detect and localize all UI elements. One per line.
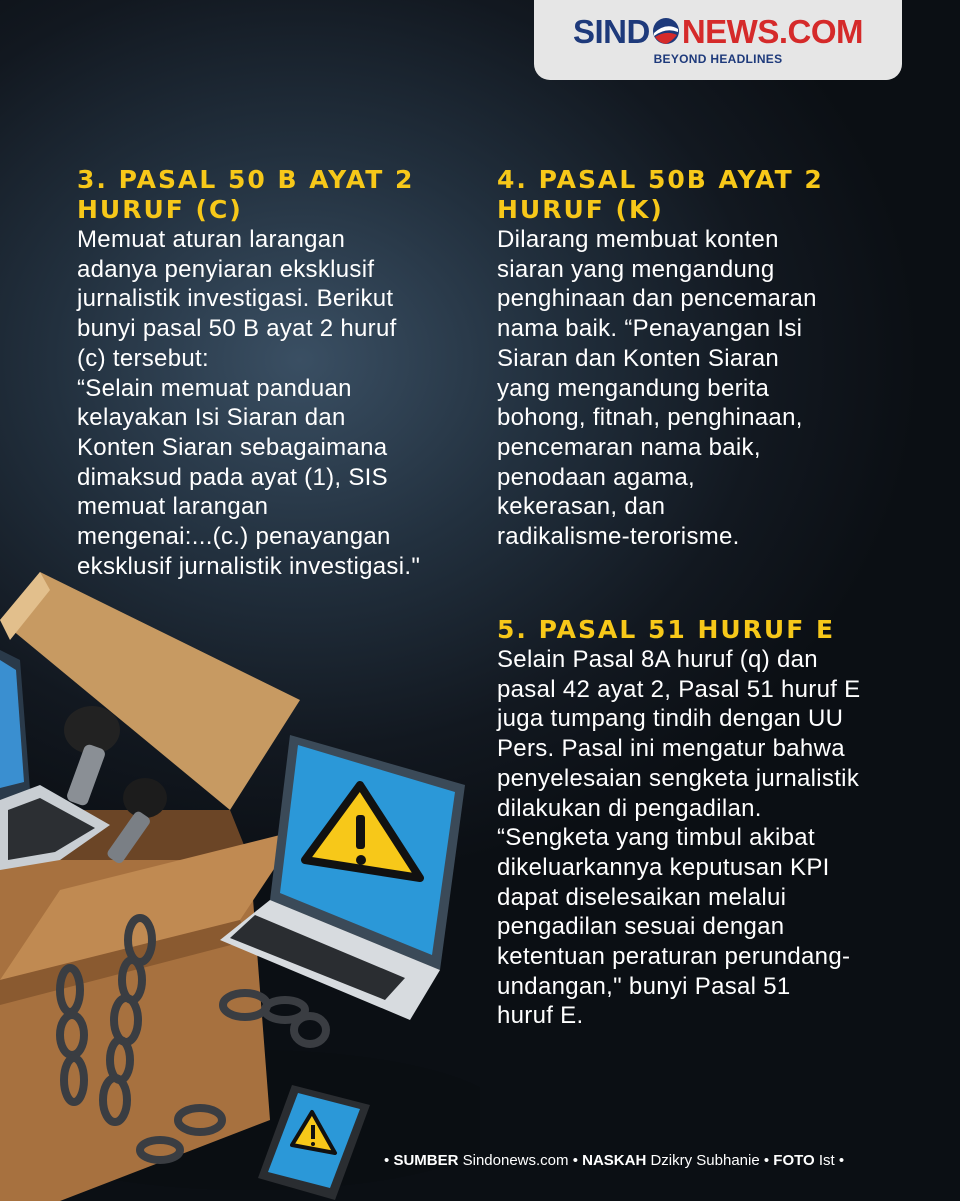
brand-wordmark-part2: NEWS.COM <box>681 12 863 50</box>
section-pasal-51-e <box>497 615 917 1031</box>
source-value: Sindonews.com <box>462 1152 569 1169</box>
section-body: Selain Pasal 8A huruf (q) dan pasal 42 ayat 2, Pasal 51 huruf E juga tumpang tindih dengan UU Pers. Pasal ini mengatur bahwa penyelesaian sengketa jurnalistik dilakukan di pengadilan. “Sengketa yang timbul akibat dikeluarkannya keputusan KPI dapat diselesaikan melalui pengadilan sesuai dengan ketentuan peraturan perundang- undangan," bunyi Pasal 51 huruf E. <box>497 646 861 1030</box>
section-body: Memuat aturan larangan adanya penyiaran eksklusif jurnalistik investigasi. Berikut bunyi pasal 50 B ayat 2 huruf (c) tersebut: “Selain memuat panduan kelayakan Isi Siaran dan Konten Siaran sebagaimana dimaksud pada ayat (1), SIS memuat larangan mengenai:...(c.) penayangan eksklusif jurnalistik investigasi." <box>77 226 421 580</box>
section-heading: 5. PASAL 51 HURUF E <box>497 615 836 644</box>
brand-wordmark <box>572 12 863 50</box>
footer-bullet: • <box>384 1152 390 1169</box>
section-body: Dilarang membuat konten siaran yang mengandung penghinaan dan pencemaran nama baik. “Penayangan Isi Siaran dan Konten Siaran yang mengandung berita bohong, fitnah, penghinaan, pencemaran nama baik, penodaan agama, kekerasan, dan radikalisme-terorisme. <box>497 226 817 551</box>
footer-bullet: • <box>838 1152 845 1169</box>
photo-value: Ist <box>818 1152 835 1169</box>
section-pasal-50b-c <box>77 165 477 581</box>
brand-tagline: BEYOND HEADLINES <box>653 51 783 66</box>
brand-wordmark-part1: SIND <box>572 12 650 50</box>
section-heading: 3. PASAL 50 B AYAT 2 HURUF (C) <box>77 165 415 224</box>
cardboard-box-icon <box>0 572 300 1201</box>
photo-label: FOTO <box>773 1152 815 1169</box>
section-heading: 4. PASAL 50B AYAT 2 HURUF (K) <box>497 165 824 224</box>
writer-label: NASKAH <box>582 1152 647 1169</box>
footer-bullet: • <box>572 1152 578 1169</box>
credits-footer <box>384 1152 924 1169</box>
censorship-illustration <box>0 560 480 1201</box>
section-pasal-50b-k <box>497 165 917 552</box>
footer-bullet: • <box>763 1152 770 1169</box>
source-label: SUMBER <box>393 1152 459 1169</box>
brand-logo <box>534 0 902 80</box>
writer-value: Dzikry Subhanie <box>650 1152 760 1169</box>
globe-icon <box>651 16 681 46</box>
